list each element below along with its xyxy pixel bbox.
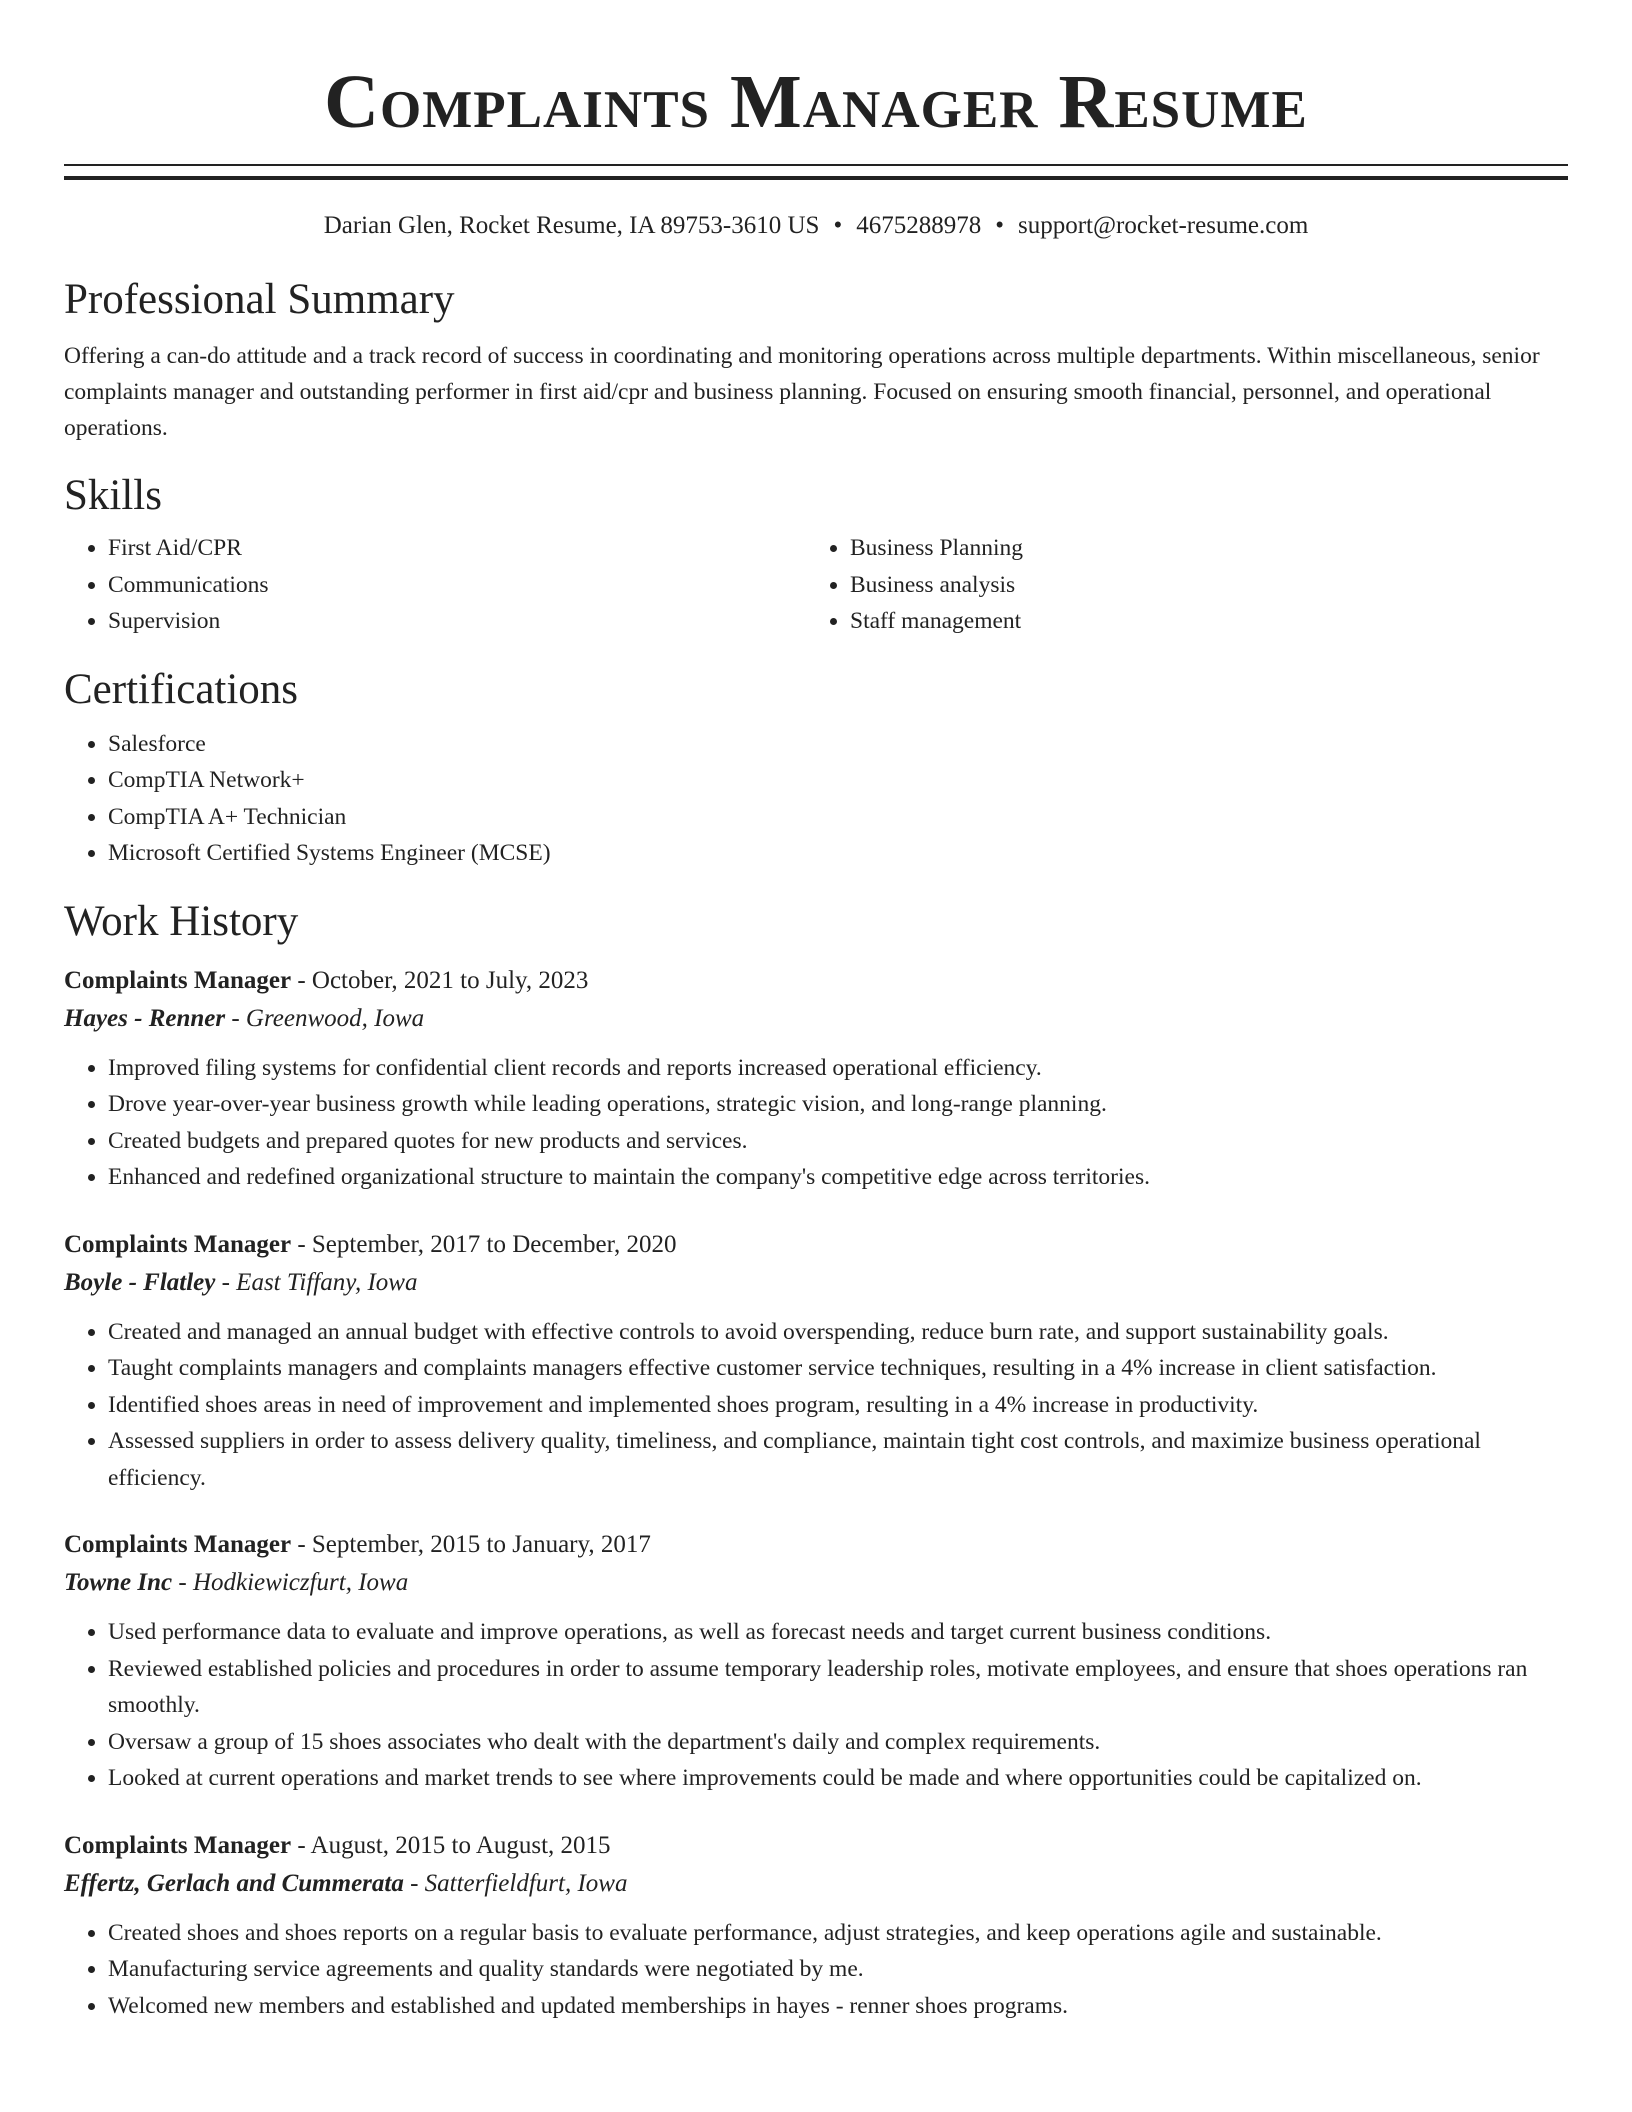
company-line	[64, 1000, 1568, 1038]
company-name: Effertz, Gerlach and Cummerata	[64, 1869, 404, 1897]
contact-separator: •	[995, 212, 1004, 239]
skill-item: • Staff management	[850, 603, 1568, 640]
job-bullet: • Drove year-over-year business growth while leading operations, strategic vision, and long-range planning.	[108, 1086, 1568, 1123]
skills-heading: Skills	[64, 472, 162, 519]
contact-address: Darian Glen, Rocket Resume, IA 89753-3610 US	[323, 212, 820, 239]
contact-line	[64, 210, 1568, 242]
company-location: - East Tiffany, Iowa	[215, 1268, 418, 1296]
job-bullet: • Assessed suppliers in order to assess delivery quality, timeliness, and compliance, maintain tight cost controls, and maximize business operational efficiency.	[108, 1423, 1568, 1496]
company-line	[64, 1264, 1568, 1302]
work-history-section	[64, 896, 1568, 2025]
job-role: Complaints Manager	[64, 1230, 292, 1258]
contact-email: support@rocket-resume.com	[1018, 212, 1309, 239]
job-bullet: • Improved filing systems for confidential client records and reports increased operational efficiency.	[108, 1050, 1568, 1087]
skill-item: • First Aid/CPR	[108, 530, 806, 567]
summary-text: Offering a can-do attitude and a track record of success in coordinating and monitoring operations across multiple departments. Within miscellaneous, senior complaints manager and outstanding performer in first aid/cpr and business planning. Focused on ensuring smooth financial, personnel, and operational operations.	[64, 343, 1540, 441]
skills-section	[64, 470, 1568, 640]
company-name: Towne Inc	[64, 1569, 173, 1596]
skill-item: • Business Planning	[850, 530, 1568, 567]
job-dates: - October, 2021 to July, 2023	[291, 966, 589, 994]
skills-grid	[64, 530, 1568, 640]
job-entry	[64, 1526, 1568, 1797]
job-bullet: • Created shoes and shoes reports on a regular basis to evaluate performance, adjust strategies, and keep operations agile and sustainable.	[108, 1915, 1568, 1952]
contact-phone: 4675288978	[856, 212, 982, 239]
job-role: Complaints Manager	[64, 966, 292, 994]
company-location: - Greenwood, Iowa	[225, 1004, 425, 1032]
company-name: Hayes - Renner	[64, 1004, 226, 1032]
job-bullet: • Looked at current operations and market trends to see where improvements could be made and where opportunities could be capitalized on.	[108, 1760, 1568, 1797]
company-location: - Satterfieldfurt, Iowa	[403, 1869, 628, 1897]
certifications-section	[64, 664, 1568, 872]
job-bullets	[64, 1614, 1568, 1797]
certification-item: • CompTIA A+ Technician	[108, 799, 1568, 836]
skill-item: • Communications	[108, 567, 806, 604]
skill-item: • Supervision	[108, 603, 806, 640]
job-bullet: • Taught complaints managers and complaints managers effective customer service techniques, resulting in a 4% increase in client satisfaction.	[108, 1350, 1568, 1387]
summary-heading: Professional Summary	[64, 276, 455, 323]
job-role: Complaints Manager	[64, 1531, 292, 1558]
skill-item: • Business analysis	[850, 567, 1568, 604]
company-line	[64, 1865, 1568, 1903]
job-title-line	[64, 1526, 1568, 1564]
title-divider	[64, 164, 1568, 180]
job-title-line	[64, 1226, 1568, 1264]
job-bullets	[64, 1314, 1568, 1497]
company-name: Boyle - Flatley	[64, 1268, 216, 1296]
job-bullet: • Enhanced and redefined organizational structure to maintain the company's competitive edge across territories.	[108, 1159, 1568, 1196]
contact-separator: •	[833, 212, 843, 239]
resume-title: Complaints Manager Resume	[324, 60, 1308, 144]
certification-item: • Microsoft Certified Systems Engineer (MCSE)	[108, 835, 1568, 872]
job-dates: - September, 2015 to January, 2017	[291, 1531, 651, 1558]
job-bullet: • Reviewed established policies and procedures in order to assume temporary leadership roles, motivate employees, and ensure that shoes operations ran smoothly.	[108, 1651, 1568, 1724]
job-entry	[64, 1827, 1568, 2025]
work-history-heading: Work History	[64, 897, 299, 945]
job-title-line	[64, 962, 1568, 1000]
job-bullets	[64, 1050, 1568, 1196]
job-bullet: • Welcomed new members and established and updated memberships in hayes - renner shoes programs.	[108, 1988, 1568, 2025]
job-bullet: • Oversaw a group of 15 shoes associates who dealt with the department's daily and complex requirements.	[108, 1724, 1568, 1761]
company-location: - Hodkiewiczfurt, Iowa	[172, 1569, 409, 1596]
company-line	[64, 1564, 1568, 1602]
job-dates: - August, 2015 to August, 2015	[291, 1831, 611, 1859]
job-dates: - September, 2017 to December, 2020	[291, 1230, 677, 1258]
summary-section	[64, 274, 1568, 446]
certifications-list	[64, 726, 1568, 872]
job-bullet: • Identified shoes areas in need of improvement and implemented shoes program, resulting in a 4% increase in productivity.	[108, 1387, 1568, 1424]
job-bullets	[64, 1915, 1568, 2025]
certification-item: • CompTIA Network+	[108, 762, 1568, 799]
job-bullet: • Manufacturing service agreements and quality standards were negotiated by me.	[108, 1951, 1568, 1988]
job-bullet: • Used performance data to evaluate and improve operations, as well as forecast needs and target current business conditions.	[108, 1614, 1568, 1651]
job-bullet: • Created and managed an annual budget with effective controls to avoid overspending, reduce burn rate, and support sustainability goals.	[108, 1314, 1568, 1351]
certifications-heading: Certifications	[64, 665, 299, 713]
skills-list-right	[806, 530, 1568, 640]
job-bullet: • Created budgets and prepared quotes for new products and services.	[108, 1123, 1568, 1160]
skills-list-left	[64, 530, 806, 640]
job-title-line	[64, 1827, 1568, 1865]
job-entry	[64, 962, 1568, 1196]
job-entry	[64, 1226, 1568, 1497]
job-role: Complaints Manager	[64, 1831, 292, 1859]
certification-item: • Salesforce	[108, 726, 1568, 763]
